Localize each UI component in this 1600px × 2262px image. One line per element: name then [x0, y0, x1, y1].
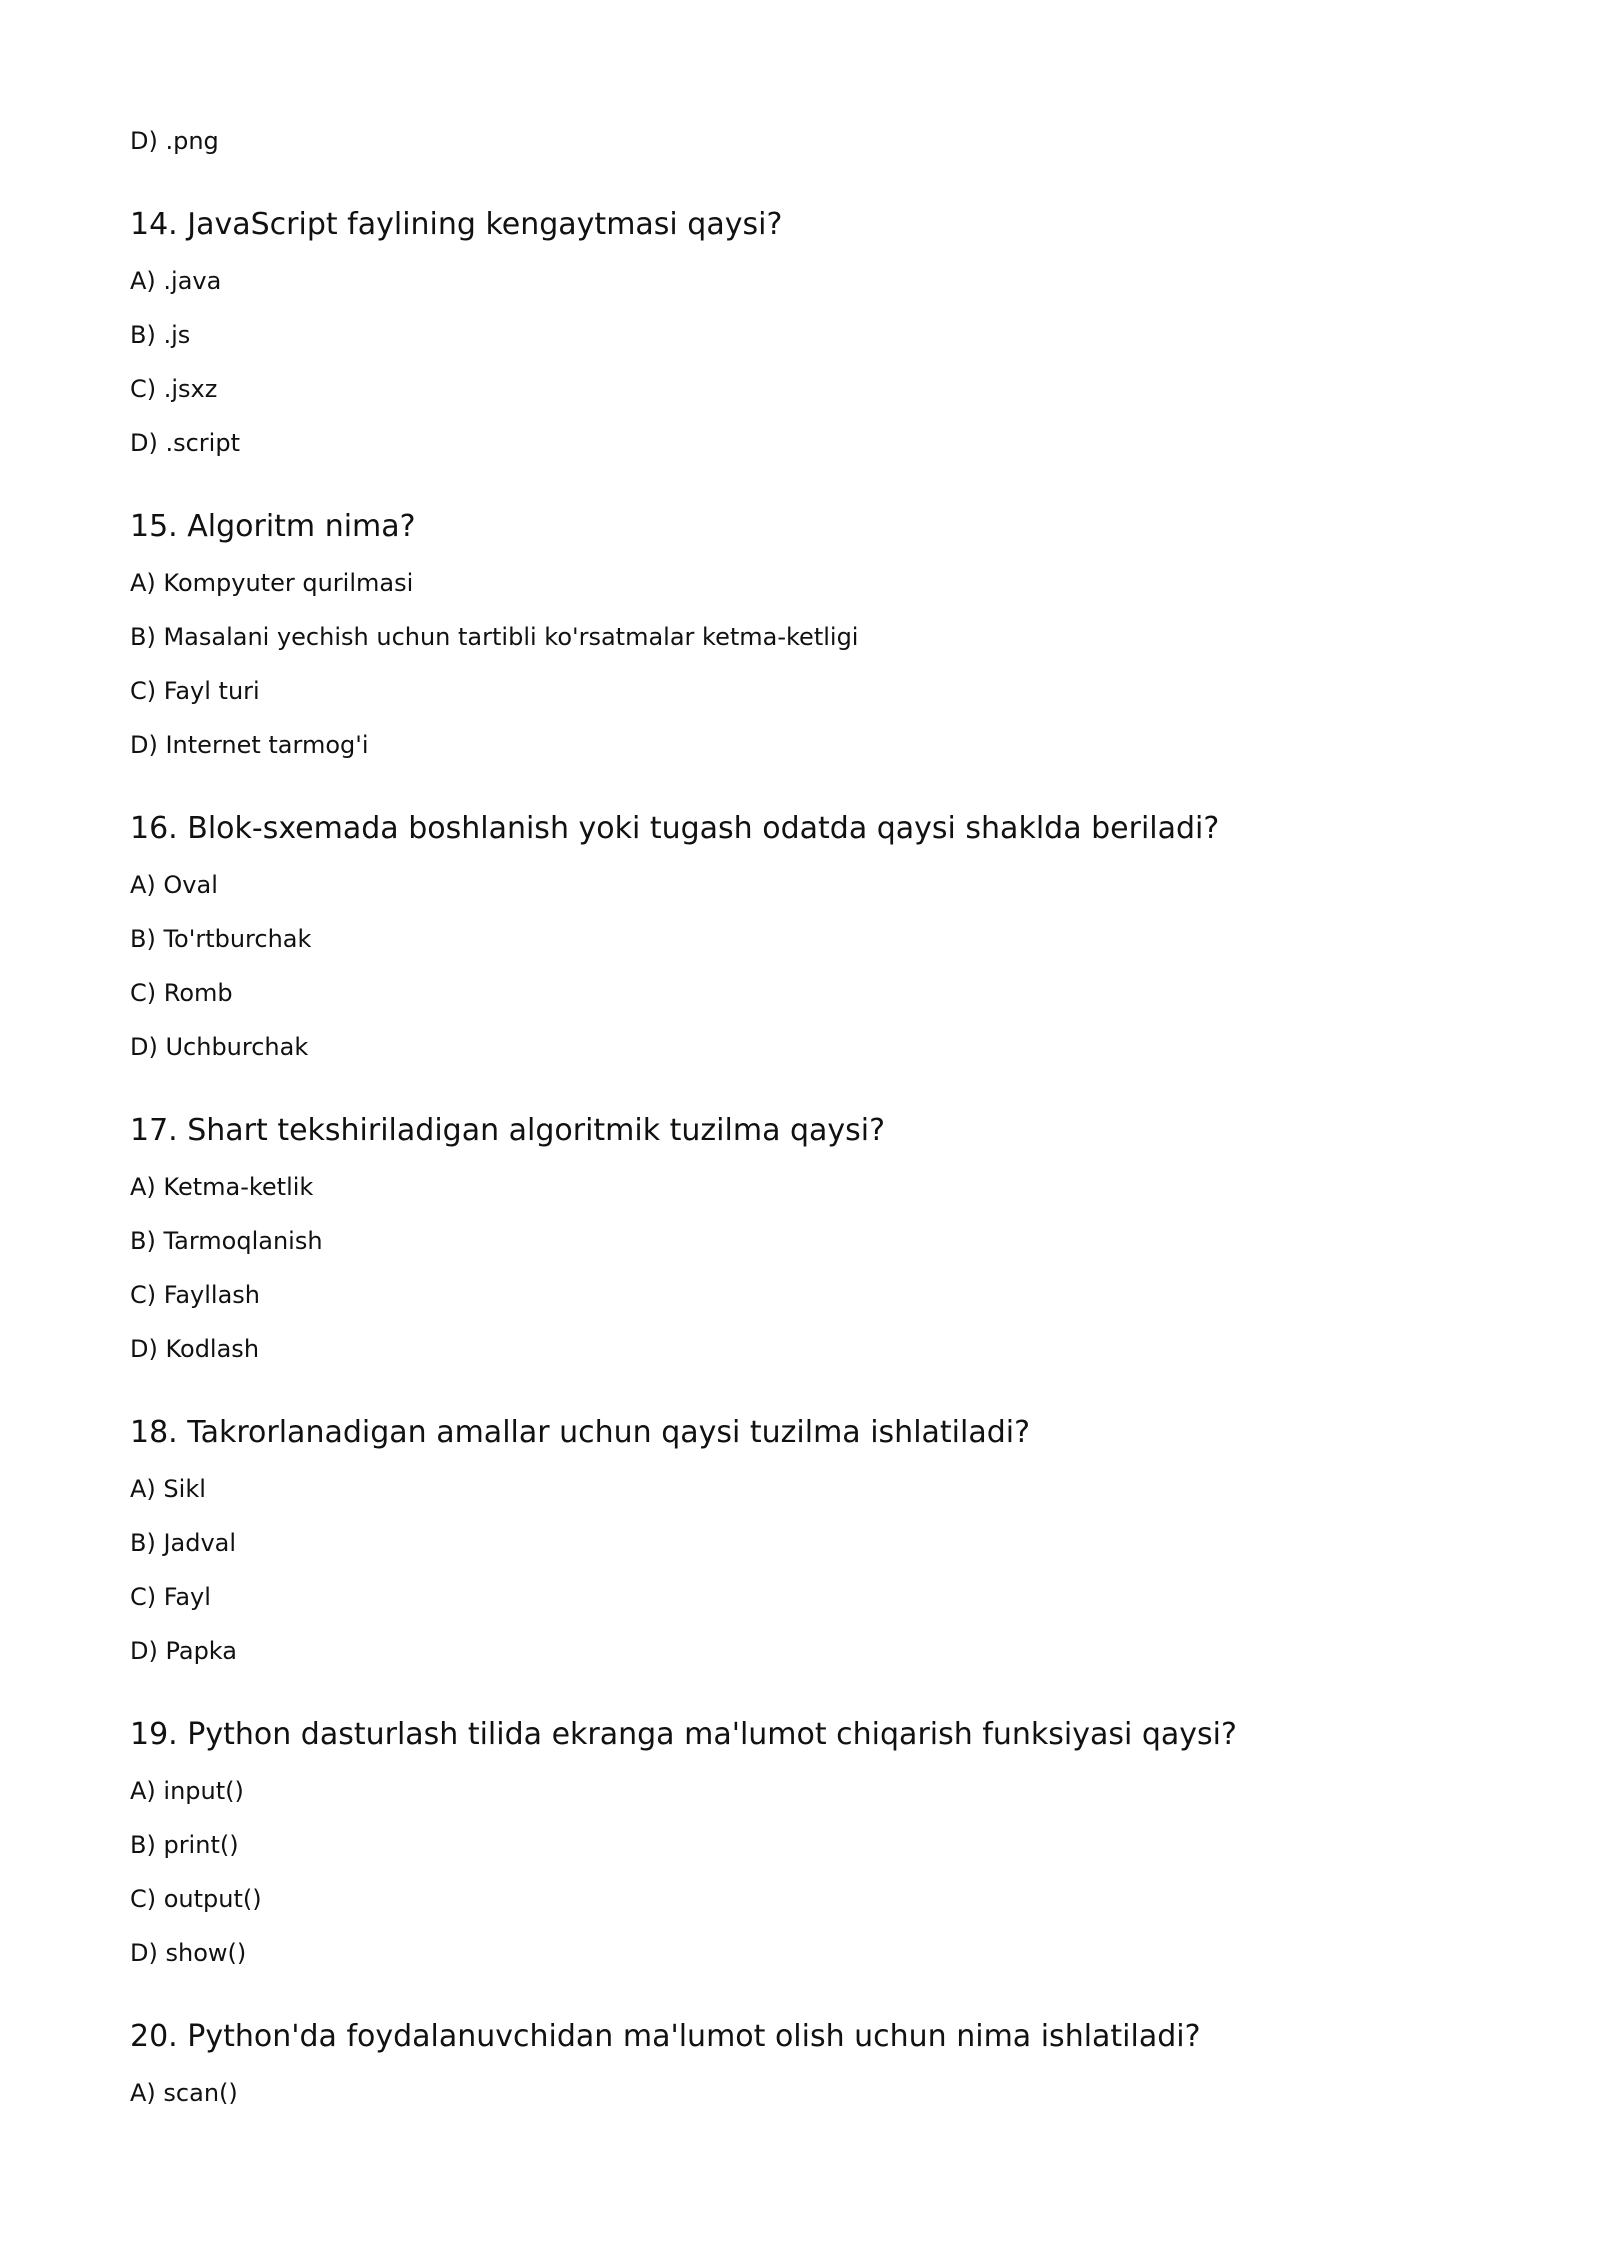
- question-text: 20. Python'da foydalanuvchidan ma'lumot olish uchun nima ishlatiladi?: [130, 2019, 1201, 2054]
- answer-option: D) Kodlash: [130, 1335, 260, 1363]
- question-text: 17. Shart tekshiriladigan algoritmik tuzilma qaysi?: [130, 1113, 886, 1148]
- answer-option: A) Sikl: [130, 1475, 206, 1503]
- question-14: [130, 206, 1530, 458]
- answer-option: B) print(): [130, 1831, 239, 1859]
- answer-option: D) Uchburchak: [130, 1033, 309, 1061]
- question-text: 15. Algoritm nima?: [130, 509, 416, 544]
- question-text: 19. Python dasturlash tilida ekranga ma'lumot chiqarish funksiyasi qaysi?: [130, 1717, 1237, 1752]
- answer-option: A) Ketma-ketlik: [130, 1173, 314, 1201]
- answer-option: C) Fayllash: [130, 1281, 261, 1309]
- answer-option: C) Romb: [130, 979, 233, 1007]
- answer-option: A) Kompyuter qurilmasi: [130, 569, 414, 597]
- answer-option: B) Tarmoqlanish: [130, 1227, 323, 1255]
- answer-option: B) Jadval: [130, 1529, 237, 1557]
- question-text: 14. JavaScript faylining kengaytmasi qaysi?: [130, 207, 783, 242]
- answer-option: A) Oval: [130, 871, 218, 899]
- answer-option: B) .js: [130, 321, 191, 349]
- answer-option: B) To'rtburchak: [130, 925, 312, 953]
- answer-option: D) .script: [130, 429, 240, 457]
- answer-option: C) Fayl: [130, 1583, 211, 1611]
- answer-option: A) .java: [130, 267, 222, 295]
- answer-option: A) scan(): [130, 2079, 238, 2107]
- answer-option: D) Internet tarmog'i: [130, 731, 369, 759]
- answer-option: A) input(): [130, 1777, 244, 1805]
- answer-option: C) .jsxz: [130, 375, 218, 403]
- answer-option: C) Fayl turi: [130, 677, 260, 705]
- question-20: [130, 2018, 1530, 2108]
- question-text: 18. Takrorlanadigan amallar uchun qaysi tuzilma ishlatiladi?: [130, 1415, 1031, 1450]
- question-text: 16. Blok-sxemada boshlanish yoki tugash odatda qaysi shaklda beriladi?: [130, 811, 1220, 846]
- question-18: [130, 1414, 1530, 1666]
- question-17: [130, 1112, 1530, 1364]
- question-16: [130, 810, 1530, 1062]
- answer-option: D) Papka: [130, 1637, 237, 1665]
- answer-option: B) Masalani yechish uchun tartibli ko'rsatmalar ketma-ketligi: [130, 623, 859, 651]
- question-19: [130, 1716, 1530, 1968]
- document-page: [130, 126, 1530, 2108]
- question-15: [130, 508, 1530, 760]
- answer-option: D) show(): [130, 1939, 247, 1967]
- answer-option: D) .png: [130, 127, 219, 155]
- answer-option: C) output(): [130, 1885, 262, 1913]
